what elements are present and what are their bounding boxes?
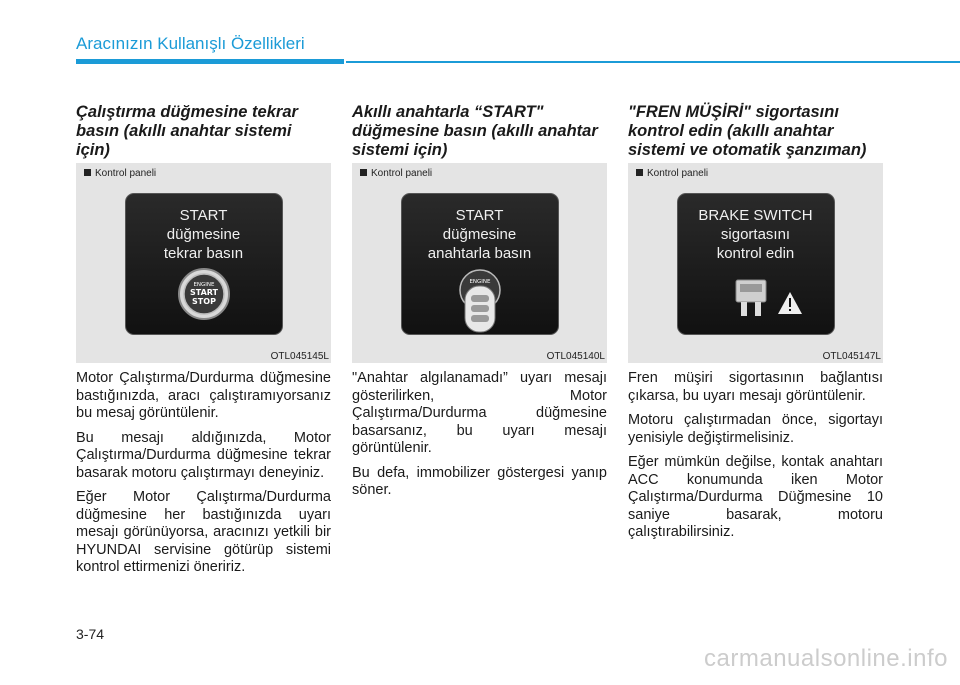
page-section-title: Aracınızın Kullanışlı Özellikleri (76, 34, 305, 53)
panel-label (84, 168, 156, 179)
display-message: START düğmesine tekrar basın (163, 207, 244, 262)
figure-panel (76, 163, 331, 363)
cluster-display (401, 193, 559, 335)
display-message: START düğmesine anahtarla basın (427, 207, 532, 262)
paragraph: Bu mesajı aldığınızda, Motor Çalıştırma/Durdurma düğmesine tekrar basarak motoru çalıştırmayı deneyiniz. (76, 429, 331, 481)
figure-code: OTL045145L (270, 351, 329, 362)
figure-code: OTL045140L (546, 351, 605, 362)
panel-label (360, 168, 432, 179)
display-message: BRAKE SWITCH sigortasını kontrol edin (698, 207, 813, 262)
button-label-start: START (189, 288, 218, 297)
paragraph: "Anahtar algılanamadı” uyarı mesajı gösterilirken, Motor Çalıştırma/Durdurma düğmesine basarsanız, bu uyarı mesajı görüntülenir. (352, 370, 607, 456)
button-label-engine: ENGINE (468, 279, 491, 285)
column-brake-switch (628, 103, 883, 549)
header-accent-bar (76, 59, 344, 64)
bullet-square-icon (84, 169, 91, 176)
paragraph: Fren müşiri sigortasının bağlantısı çıkarsa, bu uyarı mesajı görüntülenir. (628, 370, 883, 404)
paragraph: Bu defa, immobilizer göstergesi yanıp söner. (352, 464, 607, 498)
figure-panel (628, 163, 883, 363)
panel-label (636, 168, 708, 179)
header-rule (346, 61, 960, 63)
figure-panel (352, 163, 607, 363)
body-text (76, 370, 331, 577)
cluster-display (677, 193, 835, 335)
body-text (628, 370, 883, 542)
paragraph: Motoru çalıştırmadan önce, sigortayı yenisiyle değiştirmelisiniz. (628, 412, 883, 446)
bullet-square-icon (636, 169, 643, 176)
body-text (352, 370, 607, 500)
page-number: 3-74 (76, 626, 105, 642)
fuse-warning-icon (678, 194, 834, 334)
paragraph: Motor Çalıştırma/Durdurma düğmesine bastığınızda, aracı çalıştıramıyorsanız bu mesaj görüntülenir. (76, 370, 331, 421)
section-heading: Çalıştırma düğmesine tekrar basın (akıllı anahtar sistemi için) (76, 103, 298, 159)
panel-label-text: Kontrol paneli (95, 168, 157, 179)
section-heading: Akıllı anahtarla “START" düğmesine basın (akıllı anahtar sistemi için) (352, 103, 598, 159)
smart-key-icon (402, 194, 558, 334)
button-label-stop: STOP (191, 297, 216, 306)
paragraph: Eğer mümkün değilse, kontak anahtarı ACC konumunda iken Motor Çalıştırma/Durdurma Düğmesine 10 saniye basarak, motoru çalıştırabilirsiniz. (628, 454, 883, 540)
watermark: carmanualsonline.info (704, 645, 948, 672)
section-heading: "FREN MÜŞİRİ" sigortasını kontrol edin (akıllı anahtar sistemi ve otomatik şanzıman) (628, 103, 867, 159)
column-smart-key (352, 103, 607, 507)
figure-code: OTL045147L (822, 351, 881, 362)
cluster-display (125, 193, 283, 335)
panel-label-text: Kontrol paneli (371, 168, 433, 179)
column-restart-button (76, 103, 331, 584)
engine-start-button-icon (126, 194, 282, 334)
button-label-engine: ENGINE (192, 282, 215, 288)
panel-label-text: Kontrol paneli (647, 168, 709, 179)
bullet-square-icon (360, 169, 367, 176)
paragraph: Eğer Motor Çalıştırma/Durdurma düğmesine her bastığınızda uyarı mesajı görünüyorsa, aracınızı yetkili bir HYUNDAI servisine götürüp sistemi kontrol ettirmenizi öneririz. (76, 489, 331, 575)
